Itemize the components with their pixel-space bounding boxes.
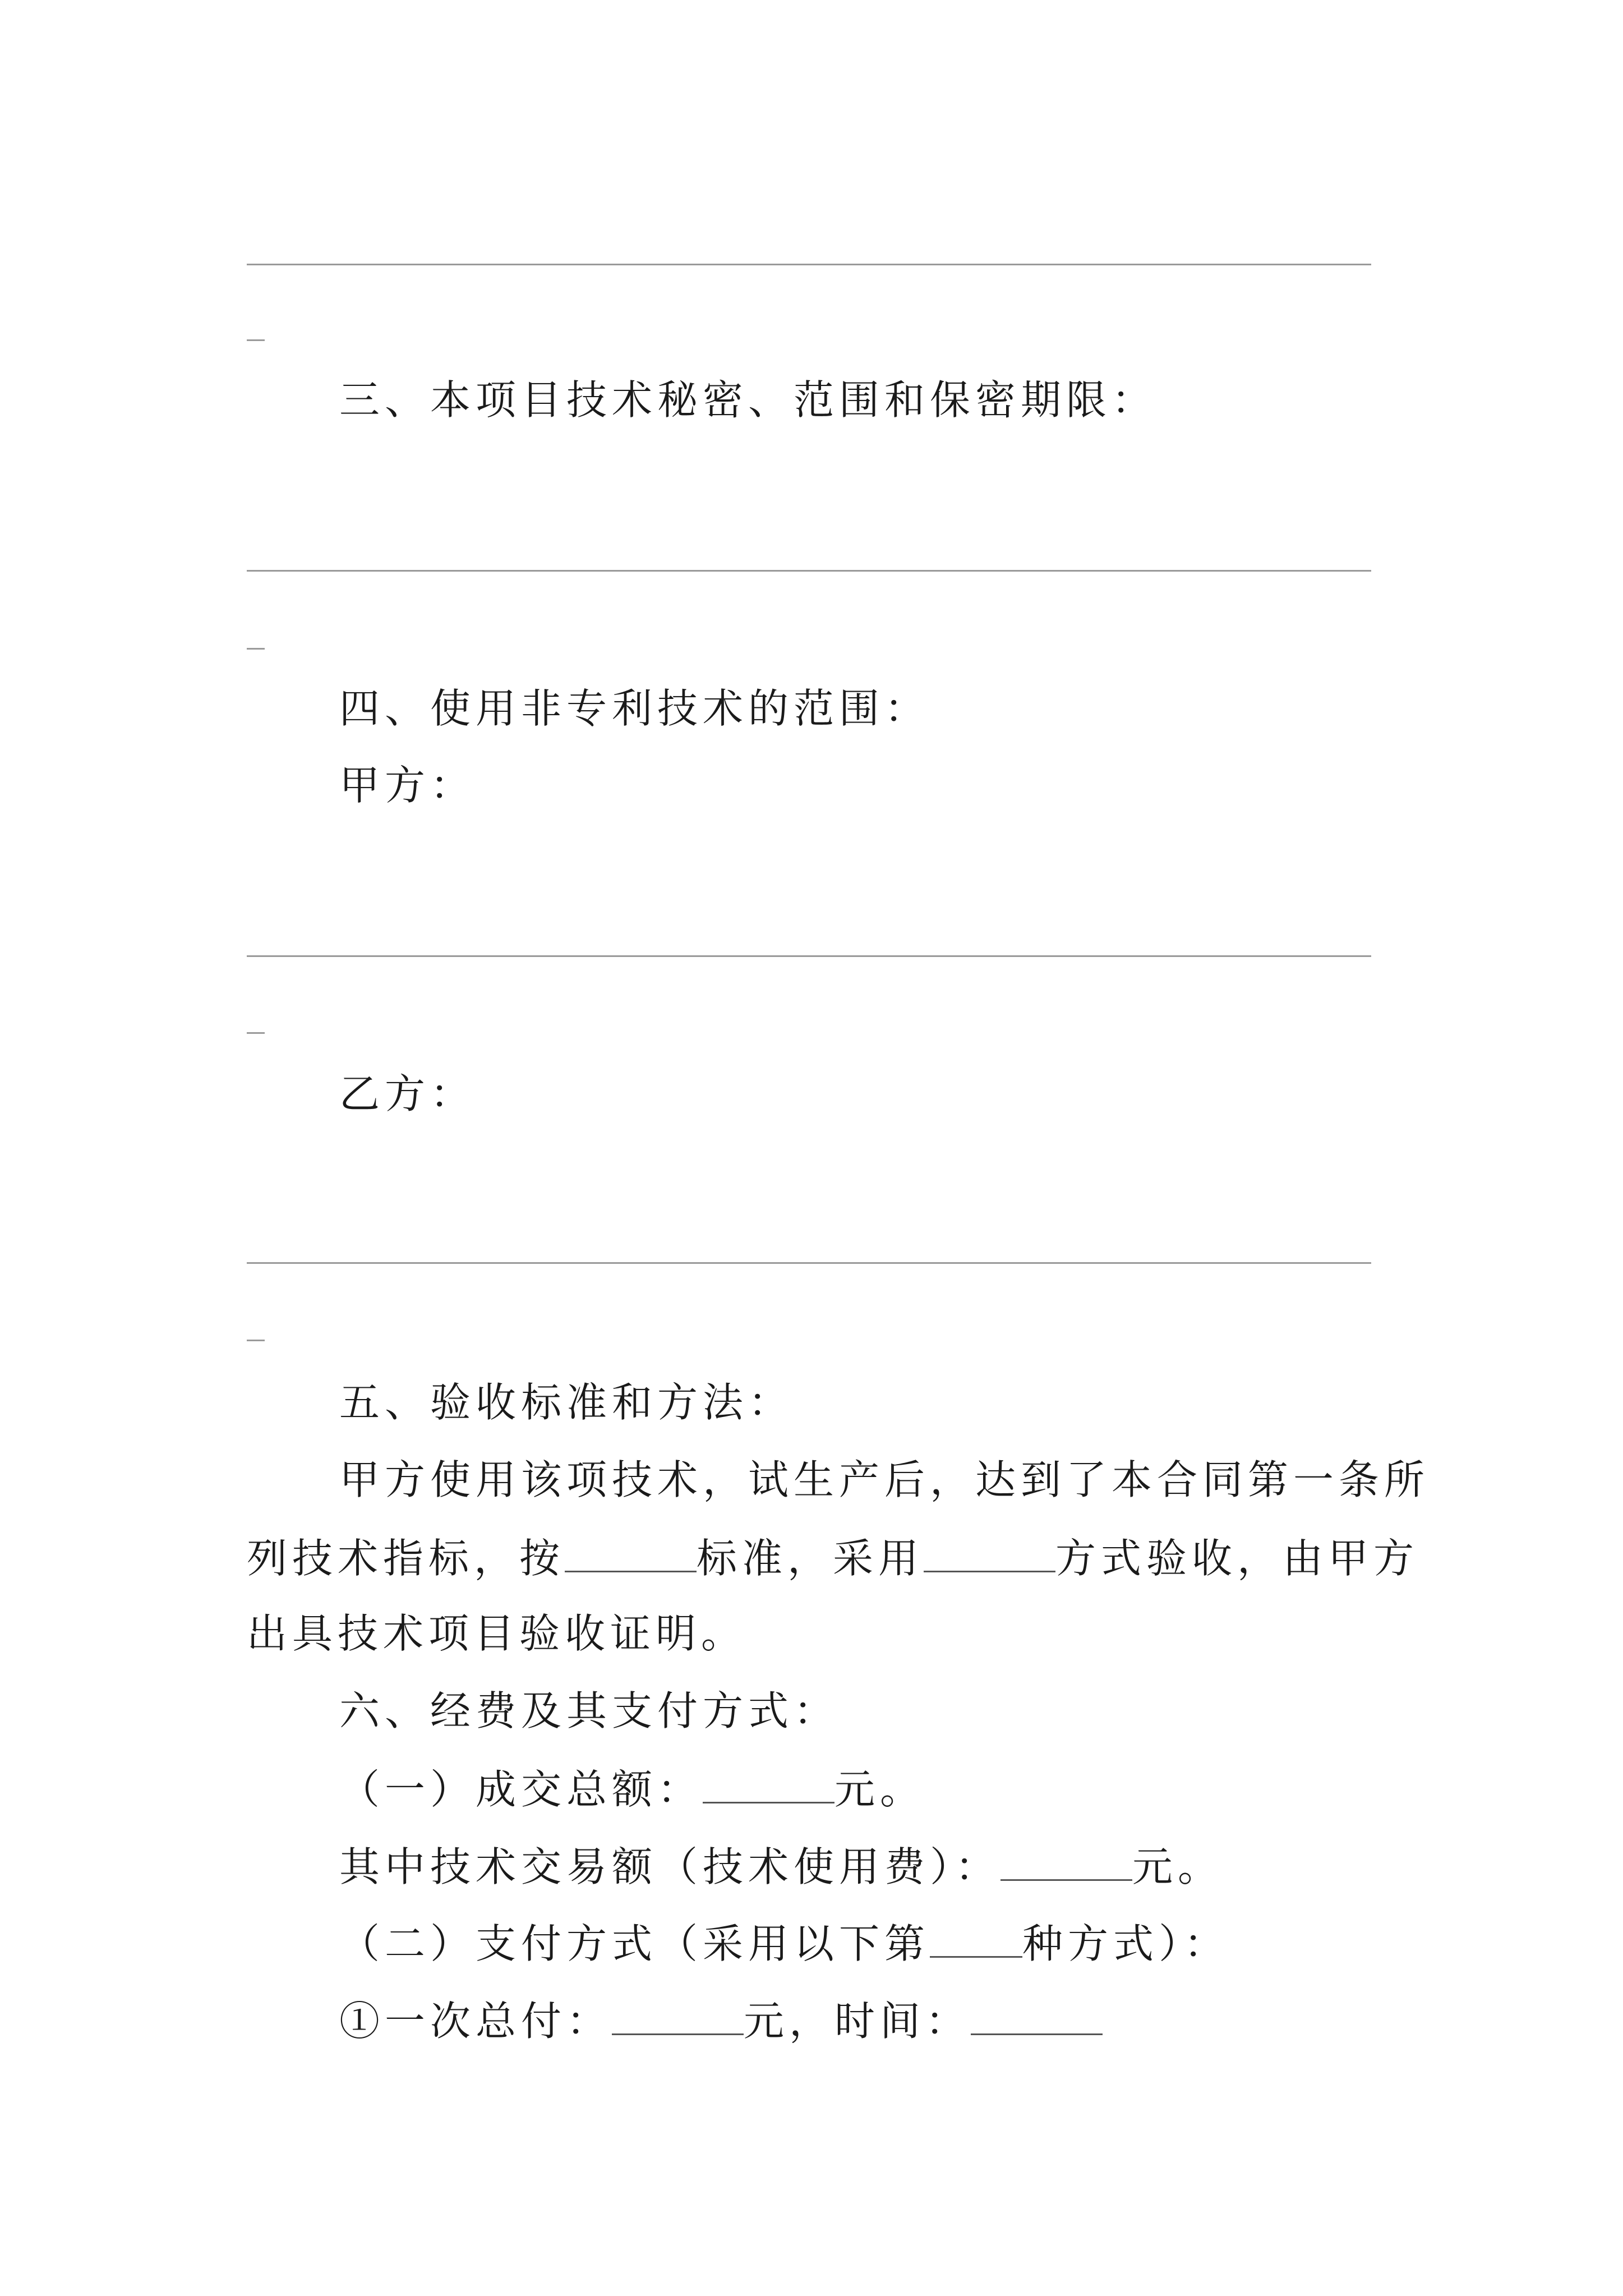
total-amount-line xyxy=(339,1763,1467,1815)
tech-fee-label: 其中技术交易额（技术使用费）： xyxy=(339,1843,1001,1890)
lump-sum-time-blank[interactable] xyxy=(971,1994,1103,2035)
fill-in-line-end xyxy=(247,1032,265,1034)
section-6-heading: 六、经费及其支付方式： xyxy=(339,1687,840,1734)
total-amount-blank[interactable] xyxy=(703,1763,834,1803)
fill-in-line xyxy=(247,264,1371,265)
party-b-label: 乙方： xyxy=(339,1070,476,1117)
section-5-heading: 五、验收标准和方法： xyxy=(339,1379,794,1426)
payment-method-suffix: 种方式）： xyxy=(1022,1920,1230,1967)
section-5-paragraph-line-3: 出具技术项目验收证明。 xyxy=(247,1610,747,1657)
section-5-paragraph-line-1: 甲方使用该项技术，试生产后，达到了本合同第一条所 xyxy=(339,1456,1430,1503)
paragraph-text: 列技术指标，按 xyxy=(247,1535,565,1582)
fill-in-line xyxy=(247,570,1371,572)
payment-method-line xyxy=(339,1917,1467,1969)
paragraph-text: 标准，采用 xyxy=(697,1535,924,1582)
section-3-heading: 三、本项目技术秘密、范围和保密期限： xyxy=(339,376,1158,424)
standard-blank[interactable] xyxy=(565,1531,697,1572)
tech-fee-line xyxy=(339,1840,1467,1892)
method-blank[interactable] xyxy=(924,1531,1055,1572)
lump-sum-amount-blank[interactable] xyxy=(612,1994,744,2035)
payment-method-blank[interactable] xyxy=(930,1917,1022,1958)
total-amount-label: （一）成交总额： xyxy=(339,1766,703,1813)
fill-in-line-end xyxy=(247,1340,265,1341)
payment-method-label: （二）支付方式（采用以下第 xyxy=(339,1920,930,1967)
fill-in-line xyxy=(247,1262,1371,1264)
fill-in-line xyxy=(247,955,1371,957)
lump-sum-line xyxy=(339,1994,1467,2046)
currency-unit: 元。 xyxy=(834,1766,926,1813)
lump-sum-label: ①一次总付： xyxy=(339,1998,612,2045)
currency-unit: 元。 xyxy=(1132,1843,1224,1890)
party-a-label: 甲方： xyxy=(339,762,476,809)
section-4-heading: 四、使用非专利技术的范围： xyxy=(339,685,930,732)
tech-fee-blank[interactable] xyxy=(1000,1840,1132,1881)
fill-in-line-end xyxy=(247,648,265,650)
section-5-paragraph-line-2 xyxy=(247,1531,1419,1584)
fill-in-line-end xyxy=(247,339,265,341)
paragraph-text: 方式验收，由甲方 xyxy=(1055,1535,1419,1582)
lump-sum-unit-time: 元，时间： xyxy=(744,1998,971,2045)
